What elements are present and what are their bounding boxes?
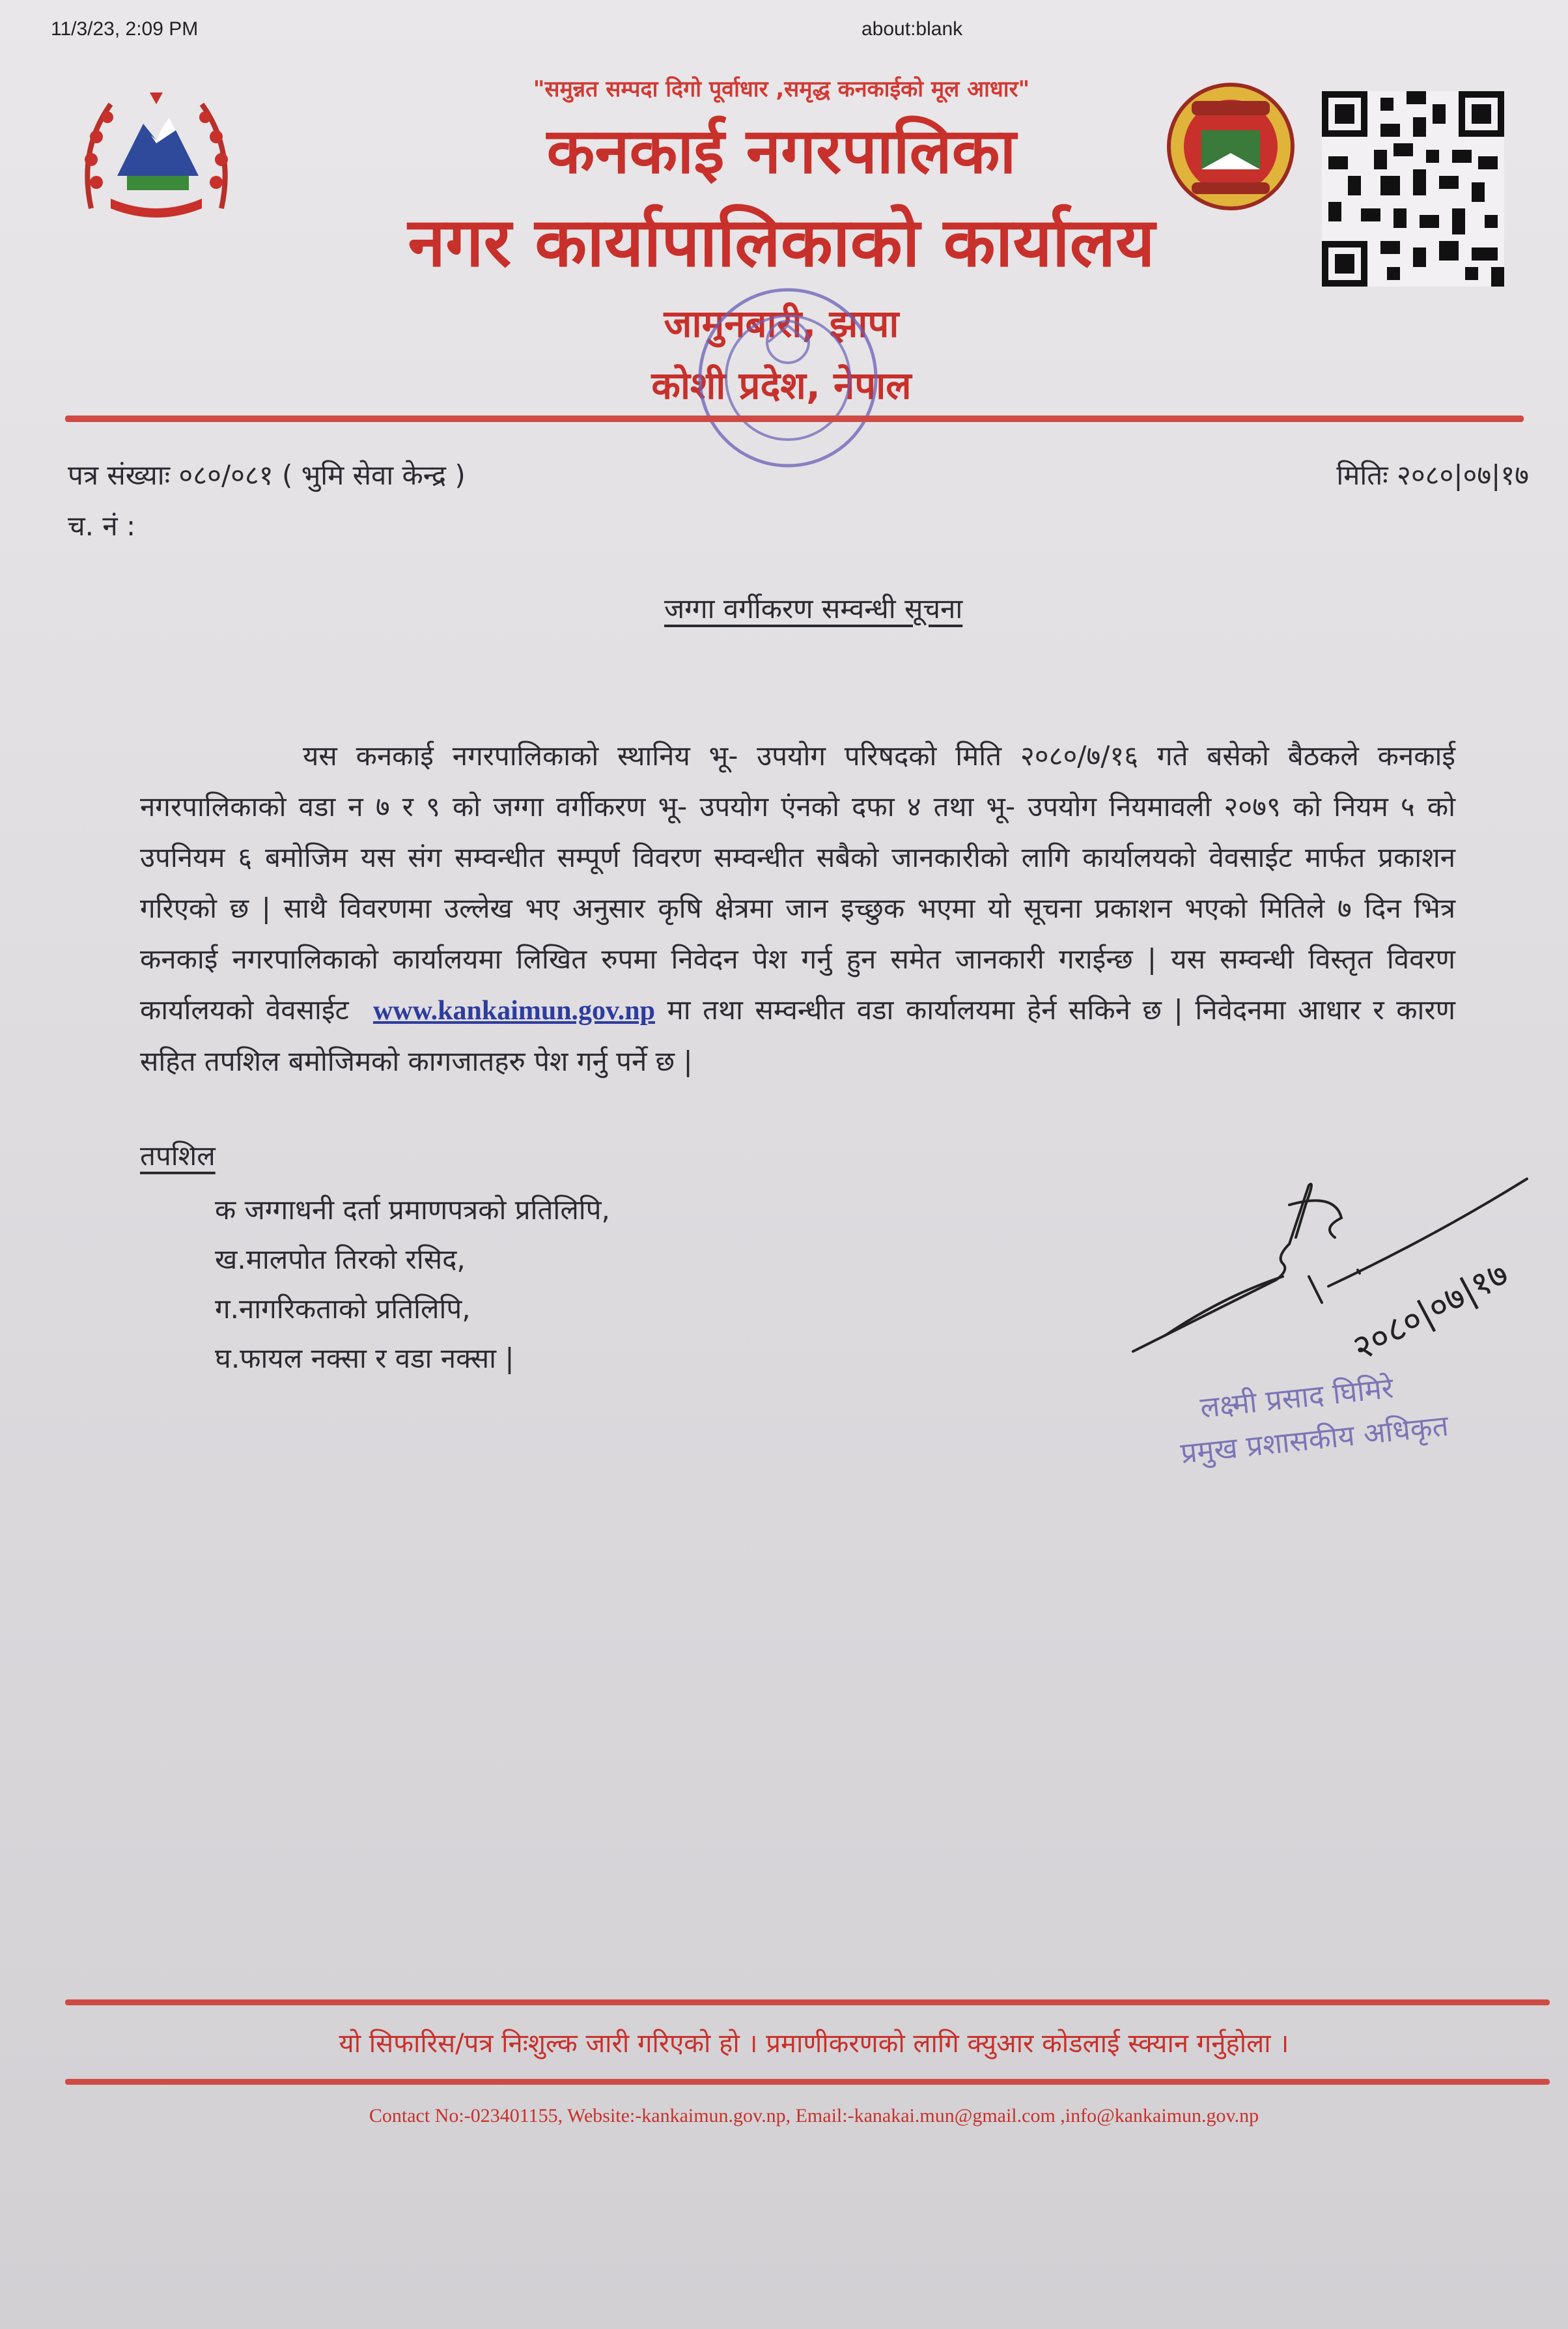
website-link[interactable]: www.kankaimun.gov.np	[372, 996, 655, 1026]
list-item: ख.मालपोत तिरको रसिद,	[215, 1243, 466, 1275]
office-name: नगर कार्यापालिकाको कार्यालय	[408, 203, 1155, 282]
dispatch-number: च. नं :	[68, 510, 136, 542]
signatory-name: लक्ष्मी प्रसाद घिमिरे	[1198, 1371, 1395, 1425]
qr-code-icon[interactable]	[1322, 91, 1504, 287]
list-item: ग.नागरिकताको प्रतिलिपि,	[215, 1293, 471, 1325]
signatory-designation: प्रमुख प्रशासकीय अधिकृत	[1179, 1409, 1450, 1471]
list-item: घ.फायल नक्सा र वडा नक्सा |	[215, 1342, 514, 1374]
notice-body-part-1: यस कनकाई नगरपालिकाको स्थानिय भू- उपयोग परिषदको मिति २०८०/७/१६ गते बसेको बैठकले कनकाई नगरपालिकाको वडा न ७ र ९ को जग्गा वर्गीकरण भू- उपयोग एंनको दफा ४ तथा भू- उपयोग नियमावली २०७९ को नियम ५ को उपनियम ६ बमोजिम यस संग सम्वन्धीत सम्पूर्ण विवरण सम्वन्धीत सबैको जानकारीको लागि कार्यालयको वेवसाईट मार्फत प्रकाशन गरिएको छ | साथै विवरणमा उल्लेख भए अनुसार कृषि क्षेत्रमा जान इच्छुक भएमा यो सूचना प्रकाशन भएको मितिले ७ दिन भित्र कनकाई नगरपालिकाको कार्यालयमा लिखित रुपमा निवेदन पेश गर्नु हुन समेत जानकारी गराईन्छ | यस सम्वन्धी विस्तृत विवरण कार्यालयको वेवसाईट	[140, 740, 1455, 1026]
header-divider	[65, 416, 1524, 422]
annex-list	[215, 1185, 610, 1383]
nepal-emblem-icon	[72, 78, 241, 228]
office-stamp-seal	[690, 280, 886, 475]
list-item: क जग्गाधनी दर्ता प्रमाणपत्रको प्रतिलिपि,	[215, 1194, 610, 1226]
annex-title: तपशिल	[140, 1140, 216, 1172]
letter-reference-number: पत्र संख्याः ०८०/०८१ ( भुमि सेवा केन्द्र )	[68, 459, 466, 491]
organization-name: कनकाई नगरपालिका	[546, 115, 1016, 188]
footer-divider-bottom	[65, 2079, 1550, 2085]
notice-body	[140, 731, 1455, 1087]
address-line-2: कोशी प्रदेश, नेपाल	[651, 363, 912, 408]
print-datetime: 11/3/23, 2:09 PM	[51, 18, 199, 40]
handwritten-signature	[1127, 1166, 1543, 1387]
letter-subject: जग्गा वर्गीकरण सम्वन्धी सूचना	[664, 593, 963, 625]
print-page-title: about:blank	[861, 18, 963, 40]
footer-note: यो सिफारिस/पत्र निःशुल्क जारी गरिएको हो । प्रमाणीकरणको लागि क्युआर कोडलाई स्क्यान गर्नुहोला ।	[339, 2029, 1289, 2059]
notice-body-part-2: मा तथा सम्वन्धीत वडा कार्यालयमा हेर्न सकिने छ | निवेदनमा आधार र कारण सहित तपशिल बमोजिमको कागजातहरु पेश गर्नु पर्ने छ |	[140, 994, 1455, 1077]
letterhead-slogan: "समुन्नत सम्पदा दिगो पूर्वाधार ,समृद्ध कनकाईको मूल आधार"	[533, 76, 1030, 102]
address-line-1: जामुनबारी, झापा	[664, 302, 899, 346]
print-header	[51, 18, 1517, 51]
contact-info: Contact No:-023401155, Website:-kankaimun.gov.np, Email:-kanakai.mun@gmail.com ,info@kankaimun.gov.np	[369, 2105, 1259, 2126]
letter-date: मितिः २०८०|०७|१७	[1336, 459, 1529, 491]
footer-divider-top	[65, 1999, 1550, 2005]
signature-date: २०८०|०७|१७	[1345, 1252, 1515, 1369]
